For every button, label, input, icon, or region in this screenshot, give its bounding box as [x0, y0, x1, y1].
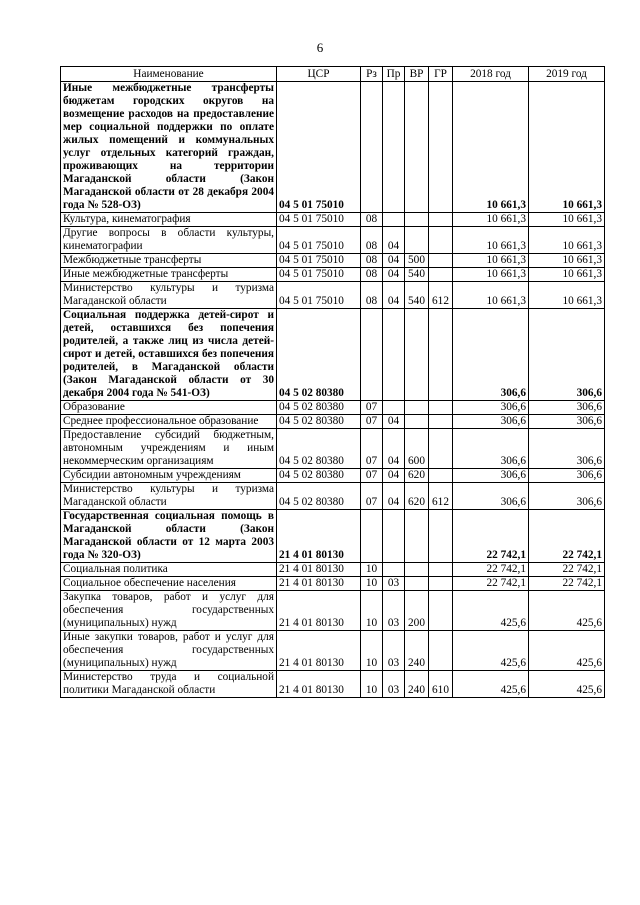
table-row: [61, 631, 605, 671]
cell-2019: 425,6: [529, 631, 605, 671]
cell-2019: 10 661,3: [529, 227, 605, 254]
cell-pr: 03: [383, 631, 405, 671]
cell-name: Социальная политика: [61, 563, 277, 577]
header-2019: 2019 год: [529, 67, 605, 82]
cell-rz: [361, 510, 383, 563]
cell-csr: 04 5 01 75010: [277, 268, 361, 282]
cell-rz: 10: [361, 631, 383, 671]
cell-vr: 620: [405, 483, 429, 510]
cell-vr: [405, 213, 429, 227]
cell-2018: 306,6: [453, 401, 529, 415]
cell-vr: 500: [405, 254, 429, 268]
cell-2019: 22 742,1: [529, 510, 605, 563]
cell-name: Министерство культуры и туризма Магаданской области: [61, 282, 277, 309]
cell-pr: 04: [383, 483, 405, 510]
cell-2019: 10 661,3: [529, 282, 605, 309]
cell-gr: [429, 469, 453, 483]
cell-csr: 21 4 01 80130: [277, 631, 361, 671]
cell-name: Иные закупки товаров, работ и услуг для обеспечения государственных (муниципальных) нужд: [61, 631, 277, 671]
cell-pr: 04: [383, 268, 405, 282]
table-row: [61, 415, 605, 429]
cell-pr: 04: [383, 415, 405, 429]
cell-2019: 425,6: [529, 591, 605, 631]
cell-name: Государственная социальная помощь в Магаданской области (Закон Магаданской области от 12 марта 2003 года № 320-ОЗ): [61, 510, 277, 563]
budget-table: [60, 66, 605, 698]
page-number: 6: [316, 40, 324, 55]
cell-2019: 22 742,1: [529, 577, 605, 591]
cell-pr: [383, 401, 405, 415]
cell-vr: [405, 415, 429, 429]
cell-csr: 04 5 01 75010: [277, 227, 361, 254]
cell-vr: [405, 510, 429, 563]
cell-rz: [361, 82, 383, 213]
cell-rz: 10: [361, 591, 383, 631]
cell-2018: 306,6: [453, 415, 529, 429]
table-row: [61, 254, 605, 268]
cell-name: Закупка товаров, работ и услуг для обеспечения государственных (муниципальных) нужд: [61, 591, 277, 631]
cell-vr: [405, 227, 429, 254]
cell-pr: [383, 563, 405, 577]
cell-2019: 306,6: [529, 401, 605, 415]
cell-2019: 306,6: [529, 415, 605, 429]
cell-2018: 10 661,3: [453, 82, 529, 213]
cell-rz: 07: [361, 415, 383, 429]
table-row: [61, 483, 605, 510]
cell-name: Субсидии автономным учреждениям: [61, 469, 277, 483]
table-row: [61, 510, 605, 563]
cell-2018: 306,6: [453, 483, 529, 510]
cell-2018: 22 742,1: [453, 577, 529, 591]
table-row: [61, 309, 605, 401]
cell-csr: 04 5 02 80380: [277, 401, 361, 415]
cell-csr: 04 5 02 80380: [277, 483, 361, 510]
cell-csr: 04 5 02 80380: [277, 309, 361, 401]
table-row: [61, 429, 605, 469]
table-row: [61, 213, 605, 227]
cell-gr: [429, 429, 453, 469]
cell-csr: 04 5 01 75010: [277, 213, 361, 227]
cell-vr: [405, 401, 429, 415]
cell-rz: 07: [361, 483, 383, 510]
cell-name: Культура, кинематография: [61, 213, 277, 227]
cell-name: Иные межбюджетные трансферты: [61, 268, 277, 282]
cell-pr: 03: [383, 577, 405, 591]
cell-2018: 306,6: [453, 429, 529, 469]
cell-2018: 22 742,1: [453, 510, 529, 563]
cell-name: Министерство культуры и туризма Магаданской области: [61, 483, 277, 510]
cell-gr: [429, 563, 453, 577]
cell-pr: [383, 213, 405, 227]
cell-2019: 10 661,3: [529, 82, 605, 213]
cell-gr: [429, 268, 453, 282]
header-name: Наименование: [61, 67, 277, 82]
table-row: [61, 268, 605, 282]
cell-name: Министерство труда и социальной политики Магаданской области: [61, 671, 277, 698]
cell-gr: [429, 415, 453, 429]
header-csr: ЦСР: [277, 67, 361, 82]
cell-rz: 08: [361, 227, 383, 254]
cell-2018: 10 661,3: [453, 282, 529, 309]
table-header-row: [61, 67, 605, 82]
cell-pr: [383, 309, 405, 401]
cell-2018: 306,6: [453, 469, 529, 483]
cell-2019: 425,6: [529, 671, 605, 698]
cell-vr: 600: [405, 429, 429, 469]
cell-rz: 10: [361, 577, 383, 591]
table-row: [61, 82, 605, 213]
cell-2018: 10 661,3: [453, 213, 529, 227]
cell-2018: 306,6: [453, 309, 529, 401]
cell-csr: 21 4 01 80130: [277, 671, 361, 698]
cell-rz: 10: [361, 563, 383, 577]
table-row: [61, 469, 605, 483]
cell-csr: 21 4 01 80130: [277, 577, 361, 591]
cell-vr: 240: [405, 631, 429, 671]
table-row: [61, 671, 605, 698]
header-2018: 2018 год: [453, 67, 529, 82]
cell-vr: 200: [405, 591, 429, 631]
cell-vr: [405, 563, 429, 577]
cell-gr: 612: [429, 483, 453, 510]
header-pr: Пр: [383, 67, 405, 82]
cell-gr: [429, 213, 453, 227]
cell-gr: 610: [429, 671, 453, 698]
cell-pr: 04: [383, 429, 405, 469]
cell-2019: 22 742,1: [529, 563, 605, 577]
cell-gr: [429, 401, 453, 415]
cell-gr: [429, 510, 453, 563]
cell-name: Другие вопросы в области культуры, кинематографии: [61, 227, 277, 254]
cell-2019: 306,6: [529, 429, 605, 469]
cell-2019: 306,6: [529, 469, 605, 483]
table-row: [61, 591, 605, 631]
cell-pr: 03: [383, 591, 405, 631]
cell-pr: 04: [383, 469, 405, 483]
cell-vr: [405, 577, 429, 591]
header-vr: ВР: [405, 67, 429, 82]
cell-2019: 306,6: [529, 483, 605, 510]
cell-gr: 612: [429, 282, 453, 309]
cell-csr: 21 4 01 80130: [277, 563, 361, 577]
cell-pr: 04: [383, 254, 405, 268]
cell-2019: 306,6: [529, 309, 605, 401]
cell-gr: [429, 591, 453, 631]
cell-2018: 425,6: [453, 671, 529, 698]
cell-2019: 10 661,3: [529, 213, 605, 227]
cell-csr: 04 5 02 80380: [277, 415, 361, 429]
cell-csr: 04 5 01 75010: [277, 82, 361, 213]
cell-2018: 10 661,3: [453, 227, 529, 254]
cell-pr: [383, 510, 405, 563]
cell-2018: 10 661,3: [453, 268, 529, 282]
cell-csr: 21 4 01 80130: [277, 510, 361, 563]
cell-gr: [429, 309, 453, 401]
cell-pr: 04: [383, 282, 405, 309]
cell-csr: 21 4 01 80130: [277, 591, 361, 631]
table-row: [61, 401, 605, 415]
cell-csr: 04 5 02 80380: [277, 429, 361, 469]
cell-rz: 07: [361, 401, 383, 415]
cell-2018: 22 742,1: [453, 563, 529, 577]
cell-gr: [429, 254, 453, 268]
table-row: [61, 227, 605, 254]
cell-rz: 07: [361, 429, 383, 469]
cell-gr: [429, 631, 453, 671]
cell-vr: 240: [405, 671, 429, 698]
cell-name: Предоставление субсидий бюджетным, автономным учреждениям и иным некоммерческим организациям: [61, 429, 277, 469]
cell-name: Среднее профессиональное образование: [61, 415, 277, 429]
cell-rz: 08: [361, 213, 383, 227]
cell-vr: 620: [405, 469, 429, 483]
cell-vr: [405, 82, 429, 213]
header-gr: ГР: [429, 67, 453, 82]
table-row: [61, 577, 605, 591]
cell-rz: 08: [361, 254, 383, 268]
cell-vr: 540: [405, 282, 429, 309]
cell-rz: 10: [361, 671, 383, 698]
cell-rz: 08: [361, 282, 383, 309]
cell-pr: [383, 82, 405, 213]
cell-gr: [429, 82, 453, 213]
table-row: [61, 563, 605, 577]
cell-2019: 10 661,3: [529, 268, 605, 282]
cell-pr: 03: [383, 671, 405, 698]
cell-rz: [361, 309, 383, 401]
table-row: [61, 282, 605, 309]
cell-csr: 04 5 01 75010: [277, 254, 361, 268]
cell-name: Социальное обеспечение населения: [61, 577, 277, 591]
header-rz: Рз: [361, 67, 383, 82]
cell-gr: [429, 577, 453, 591]
cell-vr: 540: [405, 268, 429, 282]
cell-2018: 425,6: [453, 591, 529, 631]
cell-vr: [405, 309, 429, 401]
cell-name: Иные межбюджетные трансферты бюджетам городских округов на возмещение расходов на предоставление мер социальной поддержки по оплате жилых помещений и коммунальных услуг отдельных категорий граждан, проживающих на территории Магаданской области (Закон Магаданской области от 28 декабря 2004 года № 528-ОЗ): [61, 82, 277, 213]
cell-2018: 425,6: [453, 631, 529, 671]
cell-csr: 04 5 02 80380: [277, 469, 361, 483]
cell-2019: 10 661,3: [529, 254, 605, 268]
table-body: [61, 82, 605, 698]
cell-name: Социальная поддержка детей-сирот и детей, оставшихся без попечения родителей, а также лиц из числа детей-сирот и детей, оставшихся без попечения родителей, в Магаданской области (Закон Магаданской области от 30 декабря 2004 года № 541-ОЗ): [61, 309, 277, 401]
cell-rz: 07: [361, 469, 383, 483]
cell-gr: [429, 227, 453, 254]
cell-pr: 04: [383, 227, 405, 254]
cell-2018: 10 661,3: [453, 254, 529, 268]
cell-name: Образование: [61, 401, 277, 415]
cell-rz: 08: [361, 268, 383, 282]
cell-csr: 04 5 01 75010: [277, 282, 361, 309]
cell-name: Межбюджетные трансферты: [61, 254, 277, 268]
